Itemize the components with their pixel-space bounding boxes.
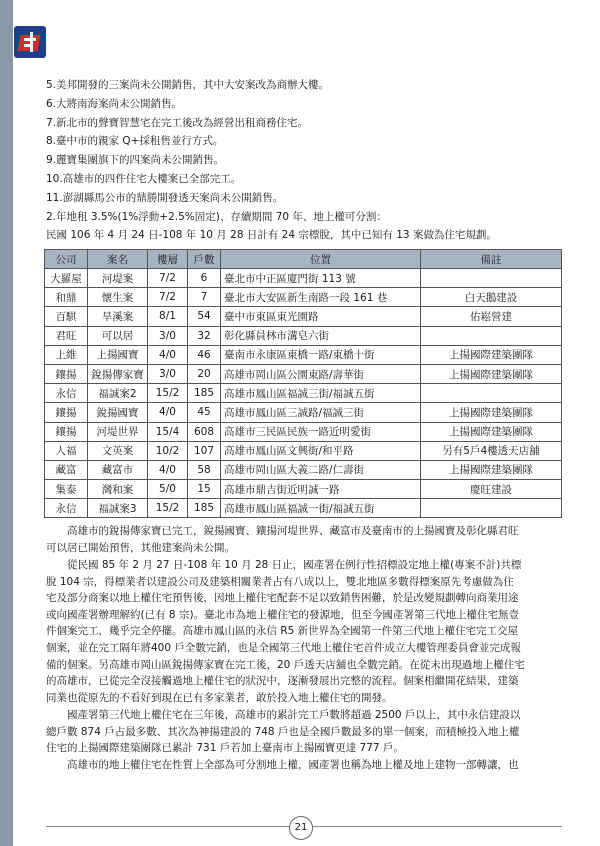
table-cell: 7: [188, 288, 221, 307]
table-cell: 臺南市永康區東橋一路/東橋十街: [221, 345, 421, 364]
table-cell: 懷生案: [88, 288, 148, 307]
table-cell: 上揚國際建築團隊: [421, 460, 562, 479]
table-cell: 54: [188, 307, 221, 326]
table-cell: 15/2: [148, 384, 188, 403]
table-cell: 20: [188, 364, 221, 383]
text-line: 的高雄市，已從完全沒接觸過地上權住宅的狀況中，逐漸發展出完整的流程。個案相繼開花結果，建築: [46, 675, 519, 688]
table-cell: 32: [188, 326, 221, 345]
table-cell: 藏富市: [88, 460, 148, 479]
table-cell: 高雄市鳳山區三誠路/福誠三街: [221, 403, 421, 422]
table-cell: 上維: [45, 345, 88, 364]
text-line: 高雄市的銳揚傳家寶已完工，銳揚國寶、鑲揚河堤世界、藏富市及臺南市的上揚國寶及彰化縣君旺: [46, 525, 519, 537]
table-cell: 3/0: [148, 364, 188, 383]
table-cell: 15: [188, 480, 221, 499]
text-line: 或向國產署辦理解約(已有 8 宗)。臺北市為地上權住宅的發源地，但至今國產署第三代地上權住宅無壹: [46, 608, 520, 621]
table-cell: 百騏: [45, 307, 88, 326]
table-cell: [421, 499, 562, 518]
table-cell: [421, 384, 562, 403]
table-cell: 上揚國際建築團隊: [421, 364, 562, 383]
text-line: 可以居已開始預售，其他建案尚未公開。: [46, 541, 235, 554]
list-item: 2.年地租 3.5%(1%浮動+2.5%固定)、存續期間 70 年、地上權可分割：: [46, 210, 387, 223]
list-item: 7.新北市的聲寶智慧宅在完工後改為經營出租商務住宅。: [46, 116, 309, 129]
table-cell: 8/1: [148, 307, 188, 326]
text-line: 總戶數 874 戶占最多數、其次為神揚建設的 748 戶也是全國戶數最多的單一個案，而積極投入地上權: [46, 725, 520, 738]
table-cell: 另有5戶4樓透天店舖: [421, 441, 562, 460]
table-cell: 高雄市鳳山區文興街/和平路: [221, 441, 421, 460]
table-cell: 和鼎: [45, 288, 88, 307]
table-cell: 藏富: [45, 460, 88, 479]
text-line: 宅及部分商案以地上權住宅預售後，因地上權住宅配套不足以致銷售困難，於是改變規劃轉向商業用途: [46, 592, 519, 605]
column-header: 戶數: [188, 250, 221, 269]
column-header: 案名: [88, 250, 148, 269]
table-cell: 上揚國際建築團隊: [421, 422, 562, 441]
text-line: 從民國 85 年 2 月 27 日-108 年 10 月 28 日止，國產署在例行性招標設定地上權(專案不計)共標: [46, 559, 522, 571]
table-cell: 鑲揚: [45, 422, 88, 441]
table-cell: 4/0: [148, 345, 188, 364]
table-cell: [421, 269, 562, 288]
table-cell: 6: [188, 269, 221, 288]
table-cell: 鑲揚: [45, 403, 88, 422]
side-bar: [0, 0, 13, 846]
table-row: [45, 307, 562, 326]
table-cell: 7/2: [148, 269, 188, 288]
list-item: 6.大將南海案尚未公開銷售。: [46, 97, 183, 110]
table-cell: 185: [188, 384, 221, 403]
table-cell: 高雄市鳳山區福誠三街/福誠五街: [221, 384, 421, 403]
list-item: 9.麗寶集團旗下的四案尚未公開銷售。: [46, 154, 225, 167]
paragraph: [46, 757, 562, 774]
table-row: [45, 326, 562, 345]
list-item: 8.臺中市的親家 Q+採租售並行方式。: [46, 135, 224, 148]
table-cell: 4/0: [148, 403, 188, 422]
table-cell: 銳揚傳家寶: [88, 364, 148, 383]
list-item: 10.高雄市的四件住宅大樓案已全部完工。: [46, 172, 242, 185]
table-cell: 福誠案3: [88, 499, 148, 518]
table-cell: 永信: [45, 499, 88, 518]
table-cell: 河堤世界: [88, 422, 148, 441]
table-cell: 鑲揚: [45, 364, 88, 383]
paragraph: [46, 707, 562, 757]
table-cell: 永信: [45, 384, 88, 403]
table-cell: 高雄市三民區民族一路近明愛街: [221, 422, 421, 441]
table-cell: 可以居: [88, 326, 148, 345]
table-cell: 45: [188, 403, 221, 422]
table-cell: 10/2: [148, 441, 188, 460]
table-cell: 608: [188, 422, 221, 441]
table-cell: 46: [188, 345, 221, 364]
table-cell: 集泰: [45, 480, 88, 499]
table-row: [45, 441, 562, 460]
table-cell: 佑崧營建: [421, 307, 562, 326]
text-line: 備的個案。另高雄市岡山區銳揚傳家寶在完工後，20 戶透天店舖也全數完銷。在從未出現過地上權住宅: [46, 658, 525, 671]
table-cell: 高雄市岡山區公園東路/壽華街: [221, 364, 421, 383]
table-row: [45, 269, 562, 288]
table-cell: 白天鵝建設: [421, 288, 562, 307]
text-line: 脫 104 宗，得標業者以建設公司及建築相關業者占有八成以上，雙北地區多數得標案原先考慮做為住: [46, 575, 514, 588]
list-item: 民國 106 年 4 月 24 日-108 年 10 月 28 日計有 24 宗標脫，其中已知有 13 案做為住宅規劃。: [46, 229, 497, 242]
table-cell: 君旺: [45, 326, 88, 345]
table-cell: 臺中市東區東光園路: [221, 307, 421, 326]
column-header: 公司: [45, 250, 88, 269]
table-cell: 3/0: [148, 326, 188, 345]
table-cell: 107: [188, 441, 221, 460]
list-item: 11.澎湖縣馬公市的鼎勝開發透天案尚未公開銷售。: [46, 191, 284, 204]
table-cell: 彰化縣員林市溝皂六街: [221, 326, 421, 345]
table-row: [45, 345, 562, 364]
table-cell: 福誠案2: [88, 384, 148, 403]
table-cell: 4/0: [148, 460, 188, 479]
table-row: [45, 364, 562, 383]
table-row: [45, 480, 562, 499]
text-line: 高雄市的地上權住宅在性質上全部為可分割地上權，國產署也稱為地上權及地上建物一部轉讓，也: [46, 759, 519, 771]
table-cell: 15/2: [148, 499, 188, 518]
table-cell: 高雄市鼎吉街近明誠一路: [221, 480, 421, 499]
table-cell: 185: [188, 499, 221, 518]
column-header: 備註: [421, 250, 562, 269]
table-cell: 上揚國際建築團隊: [421, 345, 562, 364]
table-cell: 慶旺建設: [421, 480, 562, 499]
table-cell: [421, 326, 562, 345]
table-cell: 58: [188, 460, 221, 479]
table-cell: 人福: [45, 441, 88, 460]
table-cell: 7/2: [148, 288, 188, 307]
text-line: 國產署第三代地上權住宅在三年後，高雄市的累計完工戶數將超過 2500 戶以上，其中永信建設以: [46, 709, 521, 721]
column-header: 樓層: [148, 250, 188, 269]
publisher-logo: [14, 26, 46, 58]
list-item: 5.美邦開發的三案尚未公開銷售，其中大安案改為商辦大樓。: [46, 79, 330, 91]
table-cell: 15/4: [148, 422, 188, 441]
table-row: [45, 288, 562, 307]
table-cell: 大羅屋: [45, 269, 88, 288]
table-cell: 旱溪案: [88, 307, 148, 326]
paragraph: [46, 557, 562, 706]
table-row: [45, 422, 562, 441]
table-cell: 文英案: [88, 441, 148, 460]
projects-table: [44, 249, 562, 518]
text-line: 個案，並在完工隔年將400 戶全數完銷，也是全國第三代地上權住宅首件成立大樓管理委員會並完成報: [46, 641, 521, 654]
table-cell: 臺北市大安區新生南路一段 161 巷: [221, 288, 421, 307]
table-header-row: [45, 250, 562, 269]
paragraph: [46, 523, 562, 556]
column-header: 位置: [221, 250, 421, 269]
item-list: [46, 76, 556, 245]
table-cell: 河堤案: [88, 269, 148, 288]
table-cell: 上揚國寶: [88, 345, 148, 364]
table-cell: 臺北市中正區廈門街 113 號: [221, 269, 421, 288]
table-cell: 5/0: [148, 480, 188, 499]
table-cell: 高雄市鳳山區福誠一街/福誠五街: [221, 499, 421, 518]
table-row: [45, 403, 562, 422]
table-cell: 上揚國際建築團隊: [421, 403, 562, 422]
text-line: 件個案完工，幾乎完全停擺。高雄市鳳山區的永信 R5 新世界為全國第一件第三代地上權住宅完工交屋: [46, 625, 519, 638]
text-line: 住宅的上揚國際建築團隊已累計 731 戶若加上臺南市上揚國寶更達 777 戶。: [46, 742, 404, 755]
table-cell: 灣和案: [88, 480, 148, 499]
table-row: [45, 460, 562, 479]
table-row: [45, 384, 562, 403]
table-cell: 高雄市岡山區大義二路/仁壽街: [221, 460, 421, 479]
text-line: 同業也從原先的不看好到現在已有多家業者，敢於投入地上權住宅的開發。: [46, 691, 393, 704]
page-number: 21: [289, 816, 313, 840]
table-cell: 銳揚國寶: [88, 403, 148, 422]
table-row: [45, 499, 562, 518]
